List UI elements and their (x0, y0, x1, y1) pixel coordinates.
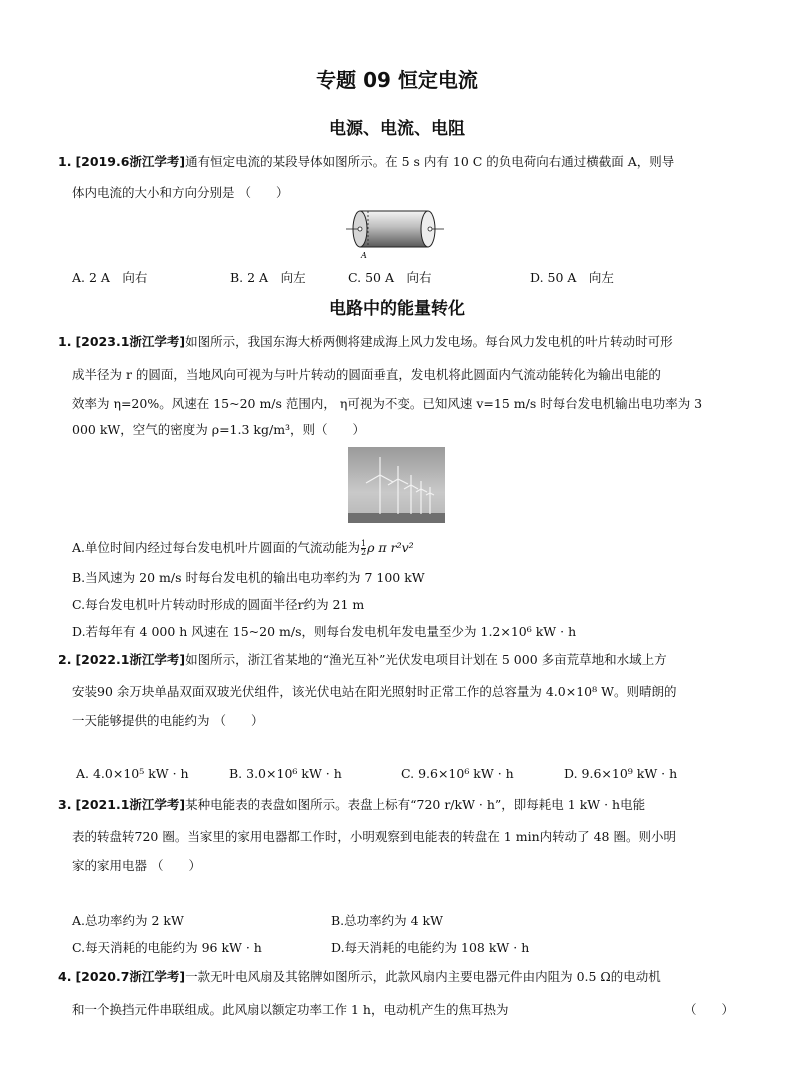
wind-farm-photo (348, 447, 445, 523)
question-source: [2021.1浙江学考] (75, 797, 186, 812)
cross-section-label: A (361, 251, 367, 260)
question-text: 如图所示，浙江省某地的“渔光互补”光伏发电项目计划在 5 000 多亩荒草地和水域上方 (185, 652, 667, 667)
option-a-formula: ρ π r²v² (367, 540, 414, 555)
question-3-line-3: 家的家用电器 （ ） (72, 858, 201, 873)
fraction-numerator: 1 (361, 539, 367, 548)
option-b: B.当风速为 20 m/s 时每台发电机的输出电功率约为 7 100 kW (72, 570, 425, 585)
section-heading-energy: 电路中的能量转化 (329, 299, 465, 319)
option-c: C.每天消耗的电能约为 96 kW · h (72, 940, 262, 955)
question-number: 1. (58, 334, 72, 349)
question-source: [2020.7浙江学考] (75, 969, 186, 984)
question-number: 2. (58, 652, 72, 667)
question-3-line-2: 表的转盘转720 圈。当家里的家用电器都工作时，小明观察到电能表的转盘在 1 min内转动了 48 圈。则小明 (72, 829, 676, 844)
option-d: D. 9.6×10⁹ kW · h (564, 766, 678, 781)
question-3-line-1 (58, 797, 645, 813)
option-c: C. 50 A 向右 (348, 270, 432, 285)
option-a: A. 2 A 向右 (72, 270, 148, 285)
question-4-line-2: 和一个换挡元件串联组成。此风扇以额定功率工作 1 h，电动机产生的焦耳热为 (72, 1002, 509, 1017)
option-c: C. 9.6×10⁶ kW · h (401, 766, 514, 781)
question-number: 3. (58, 797, 72, 812)
question-1-line-2: 成半径为 r 的圆面，当地风向可视为与叶片转动的圆面垂直，发电机将此圆面内气流动能转化为输出电能的 (72, 367, 661, 382)
question-1-line-3: 效率为 η=20%。风速在 15~20 m/s 范围内， η可视为不变。已知风速 v=15 m/s 时每台发电机输出电功率为 3 (72, 396, 703, 411)
question-text: 通有恒定电流的某段导体如图所示。在 5 s 内有 10 C 的负电荷向右通过横截面 A，则导 (185, 154, 675, 169)
question-text: 一款无叶电风扇及其铭牌如图所示，此款风扇内主要电器元件由内阻为 0.5 Ω的电动机 (185, 969, 661, 984)
conductor-figure (346, 205, 446, 261)
option-d: D.若每年有 4 000 h 风速在 15~20 m/s，则每台发电机年发电量至少为 1.2×10⁶ kW · h (72, 624, 577, 639)
option-d: D.每天消耗的电能约为 108 kW · h (331, 940, 530, 955)
question-number: 1. (58, 154, 72, 169)
option-b: B. 2 A 向左 (230, 270, 306, 285)
option-b: B. 3.0×10⁶ kW · h (229, 766, 342, 781)
question-1-line-1 (58, 334, 673, 350)
question-text: 如图所示，我国东海大桥两侧将建成海上风力发电场。每台风力发电机的叶片转动时可形 (185, 334, 673, 349)
page-title: 专题 09 恒定电流 (316, 68, 478, 92)
question-2-line-2: 安装90 余万块单晶双面双玻光伏组件，该光伏电站在阳光照射时正常工作的总容量为 4.0×10⁸ W。则晴朗的 (72, 684, 677, 699)
answer-paren: （ ） (684, 1002, 735, 1017)
question-1-line-1 (58, 154, 674, 170)
option-a: A.总功率约为 2 kW (72, 913, 184, 928)
option-b: B.总功率约为 4 kW (331, 913, 443, 928)
question-source: [2022.1浙江学考] (75, 652, 186, 667)
question-4-line-1 (58, 969, 661, 985)
option-a: A. 4.0×10⁵ kW · h (76, 766, 189, 781)
question-2-line-3: 一天能够提供的电能约为 （ ） (72, 713, 264, 728)
question-source: [2019.6浙江学考] (75, 154, 186, 169)
question-1-line-2: 体内电流的大小和方向分别是 （ ） (72, 185, 289, 200)
question-source: [2023.1浙江学考] (75, 334, 186, 349)
section-heading-current: 电源、电流、电阻 (329, 119, 465, 139)
option-a (72, 538, 414, 557)
question-2-line-1 (58, 652, 667, 668)
option-c: C.每台发电机叶片转动时形成的圆面半径r约为 21 m (72, 597, 365, 612)
question-1-line-4: 000 kW，空气的密度为 ρ=1.3 kg/m³，则（ ） (72, 422, 366, 437)
fraction-denominator: 2 (361, 548, 367, 557)
fraction-one-half (361, 540, 366, 557)
question-text: 某种电能表的表盘如图所示。表盘上标有“720 r/kW · h”，即每耗电 1 kW · h电能 (185, 797, 646, 812)
option-d: D. 50 A 向左 (530, 270, 614, 285)
question-number: 4. (58, 969, 72, 984)
option-a-text: A.单位时间内经过每台发电机叶片圆面的气流动能为 (72, 540, 361, 555)
